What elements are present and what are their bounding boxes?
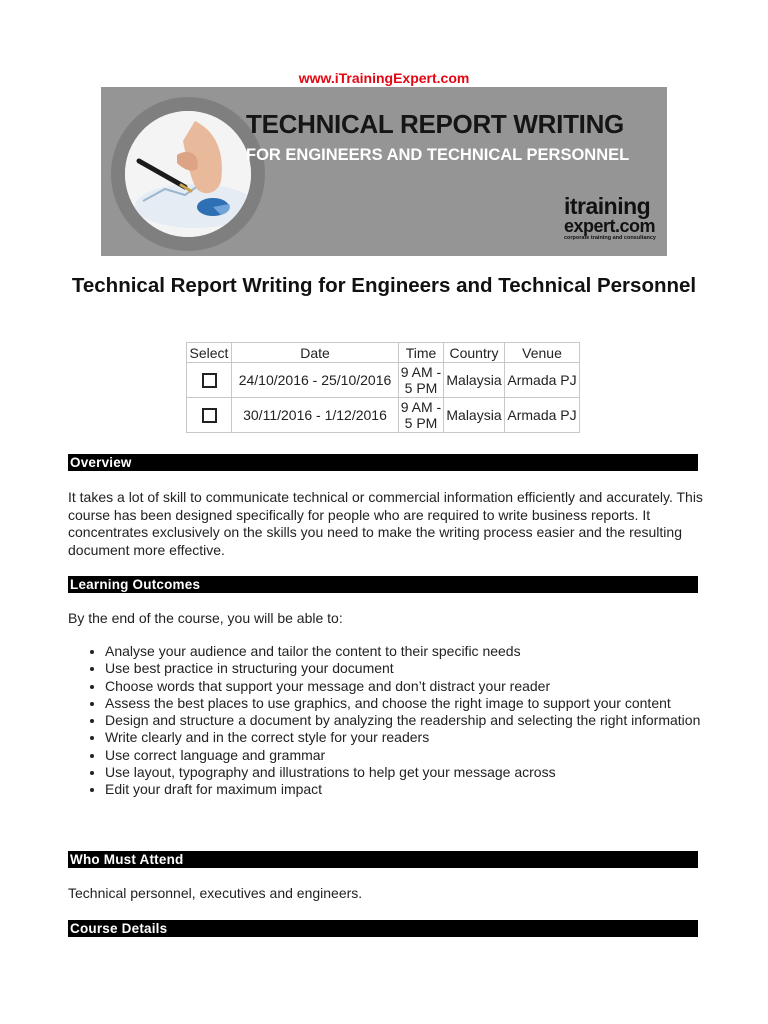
itraining-logo: [564, 195, 656, 242]
outcomes-intro: By the end of the course, you will be able to:: [68, 610, 343, 626]
list-item: • Use correct language and grammar: [105, 747, 725, 764]
learning-outcomes-heading: Learning Outcomes: [68, 576, 698, 593]
course-banner: [101, 87, 667, 256]
date-cell: 30/11/2016 - 1/12/2016: [232, 398, 399, 433]
list-item: • Edit your draft for maximum impact: [105, 781, 725, 798]
list-item: • Write clearly and in the correct style for your readers: [105, 729, 725, 746]
venue-cell: Armada PJ: [505, 363, 580, 398]
course-details-heading: Course Details: [68, 920, 698, 937]
attend-text: Technical personnel, executives and engineers.: [68, 885, 363, 901]
logo-line-2: expert.com: [564, 216, 656, 236]
banner-photo: [111, 97, 265, 251]
list-item: • Assess the best places to use graphics, and choose the right image to support your content: [105, 695, 725, 712]
page-title: Technical Report Writing for Engineers and Technical Personnel: [71, 274, 697, 297]
banner-subtitle: FOR ENGINEERS AND TECHNICAL PERSONNEL: [246, 146, 630, 164]
list-item: • Use best practice in structuring your document: [105, 660, 725, 677]
select-cell: [187, 363, 232, 398]
site-url-link[interactable]: www.iTrainingExpert.com: [298, 70, 470, 86]
list-item: • Analyse your audience and tailor the content to their specific needs: [105, 643, 725, 660]
time-end: 5 PM: [404, 380, 438, 396]
table-row: [187, 398, 580, 433]
select-checkbox[interactable]: [202, 373, 217, 388]
date-cell: 24/10/2016 - 25/10/2016: [232, 363, 399, 398]
select-checkbox[interactable]: [202, 408, 217, 423]
col-header-time: Time: [399, 343, 444, 363]
list-item: • Choose words that support your message and don’t distract your reader: [105, 678, 725, 695]
table-row: [187, 363, 580, 398]
time-start: 9 AM -: [400, 399, 442, 415]
time-cell: [399, 398, 444, 433]
col-header-venue: Venue: [505, 343, 580, 363]
col-header-date: Date: [232, 343, 399, 363]
list-item: • Design and structure a document by analyzing the readership and selecting the right information: [105, 712, 725, 729]
schedule-header-row: [187, 343, 580, 363]
schedule-table: [186, 342, 580, 433]
country-cell: Malaysia: [444, 398, 505, 433]
venue-cell: Armada PJ: [505, 398, 580, 433]
select-cell: [187, 398, 232, 433]
logo-line-1: itraining: [564, 193, 651, 219]
list-item: • Use layout, typography and illustrations to help get your message across: [105, 764, 725, 781]
time-end: 5 PM: [404, 415, 438, 431]
outcomes-list: [68, 643, 725, 799]
overview-heading: Overview: [68, 454, 698, 471]
col-header-country: Country: [444, 343, 505, 363]
logo-tagline: corporate training and consultancy: [564, 235, 656, 241]
hand-with-pen-illustration: [125, 111, 251, 237]
time-cell: [399, 363, 444, 398]
overview-text: It takes a lot of skill to communicate technical or commercial information efficiently and accurately. This course has been designed specifically for people who are required to write business reports. It concentrates exclusively on the skills you need to make the writing process easier and the resulting document more effective.: [68, 489, 703, 558]
time-start: 9 AM -: [400, 364, 442, 380]
col-header-select: Select: [187, 343, 232, 363]
country-cell: Malaysia: [444, 363, 505, 398]
who-must-attend-heading: Who Must Attend: [68, 851, 698, 868]
banner-title: TECHNICAL REPORT WRITING: [246, 109, 624, 139]
